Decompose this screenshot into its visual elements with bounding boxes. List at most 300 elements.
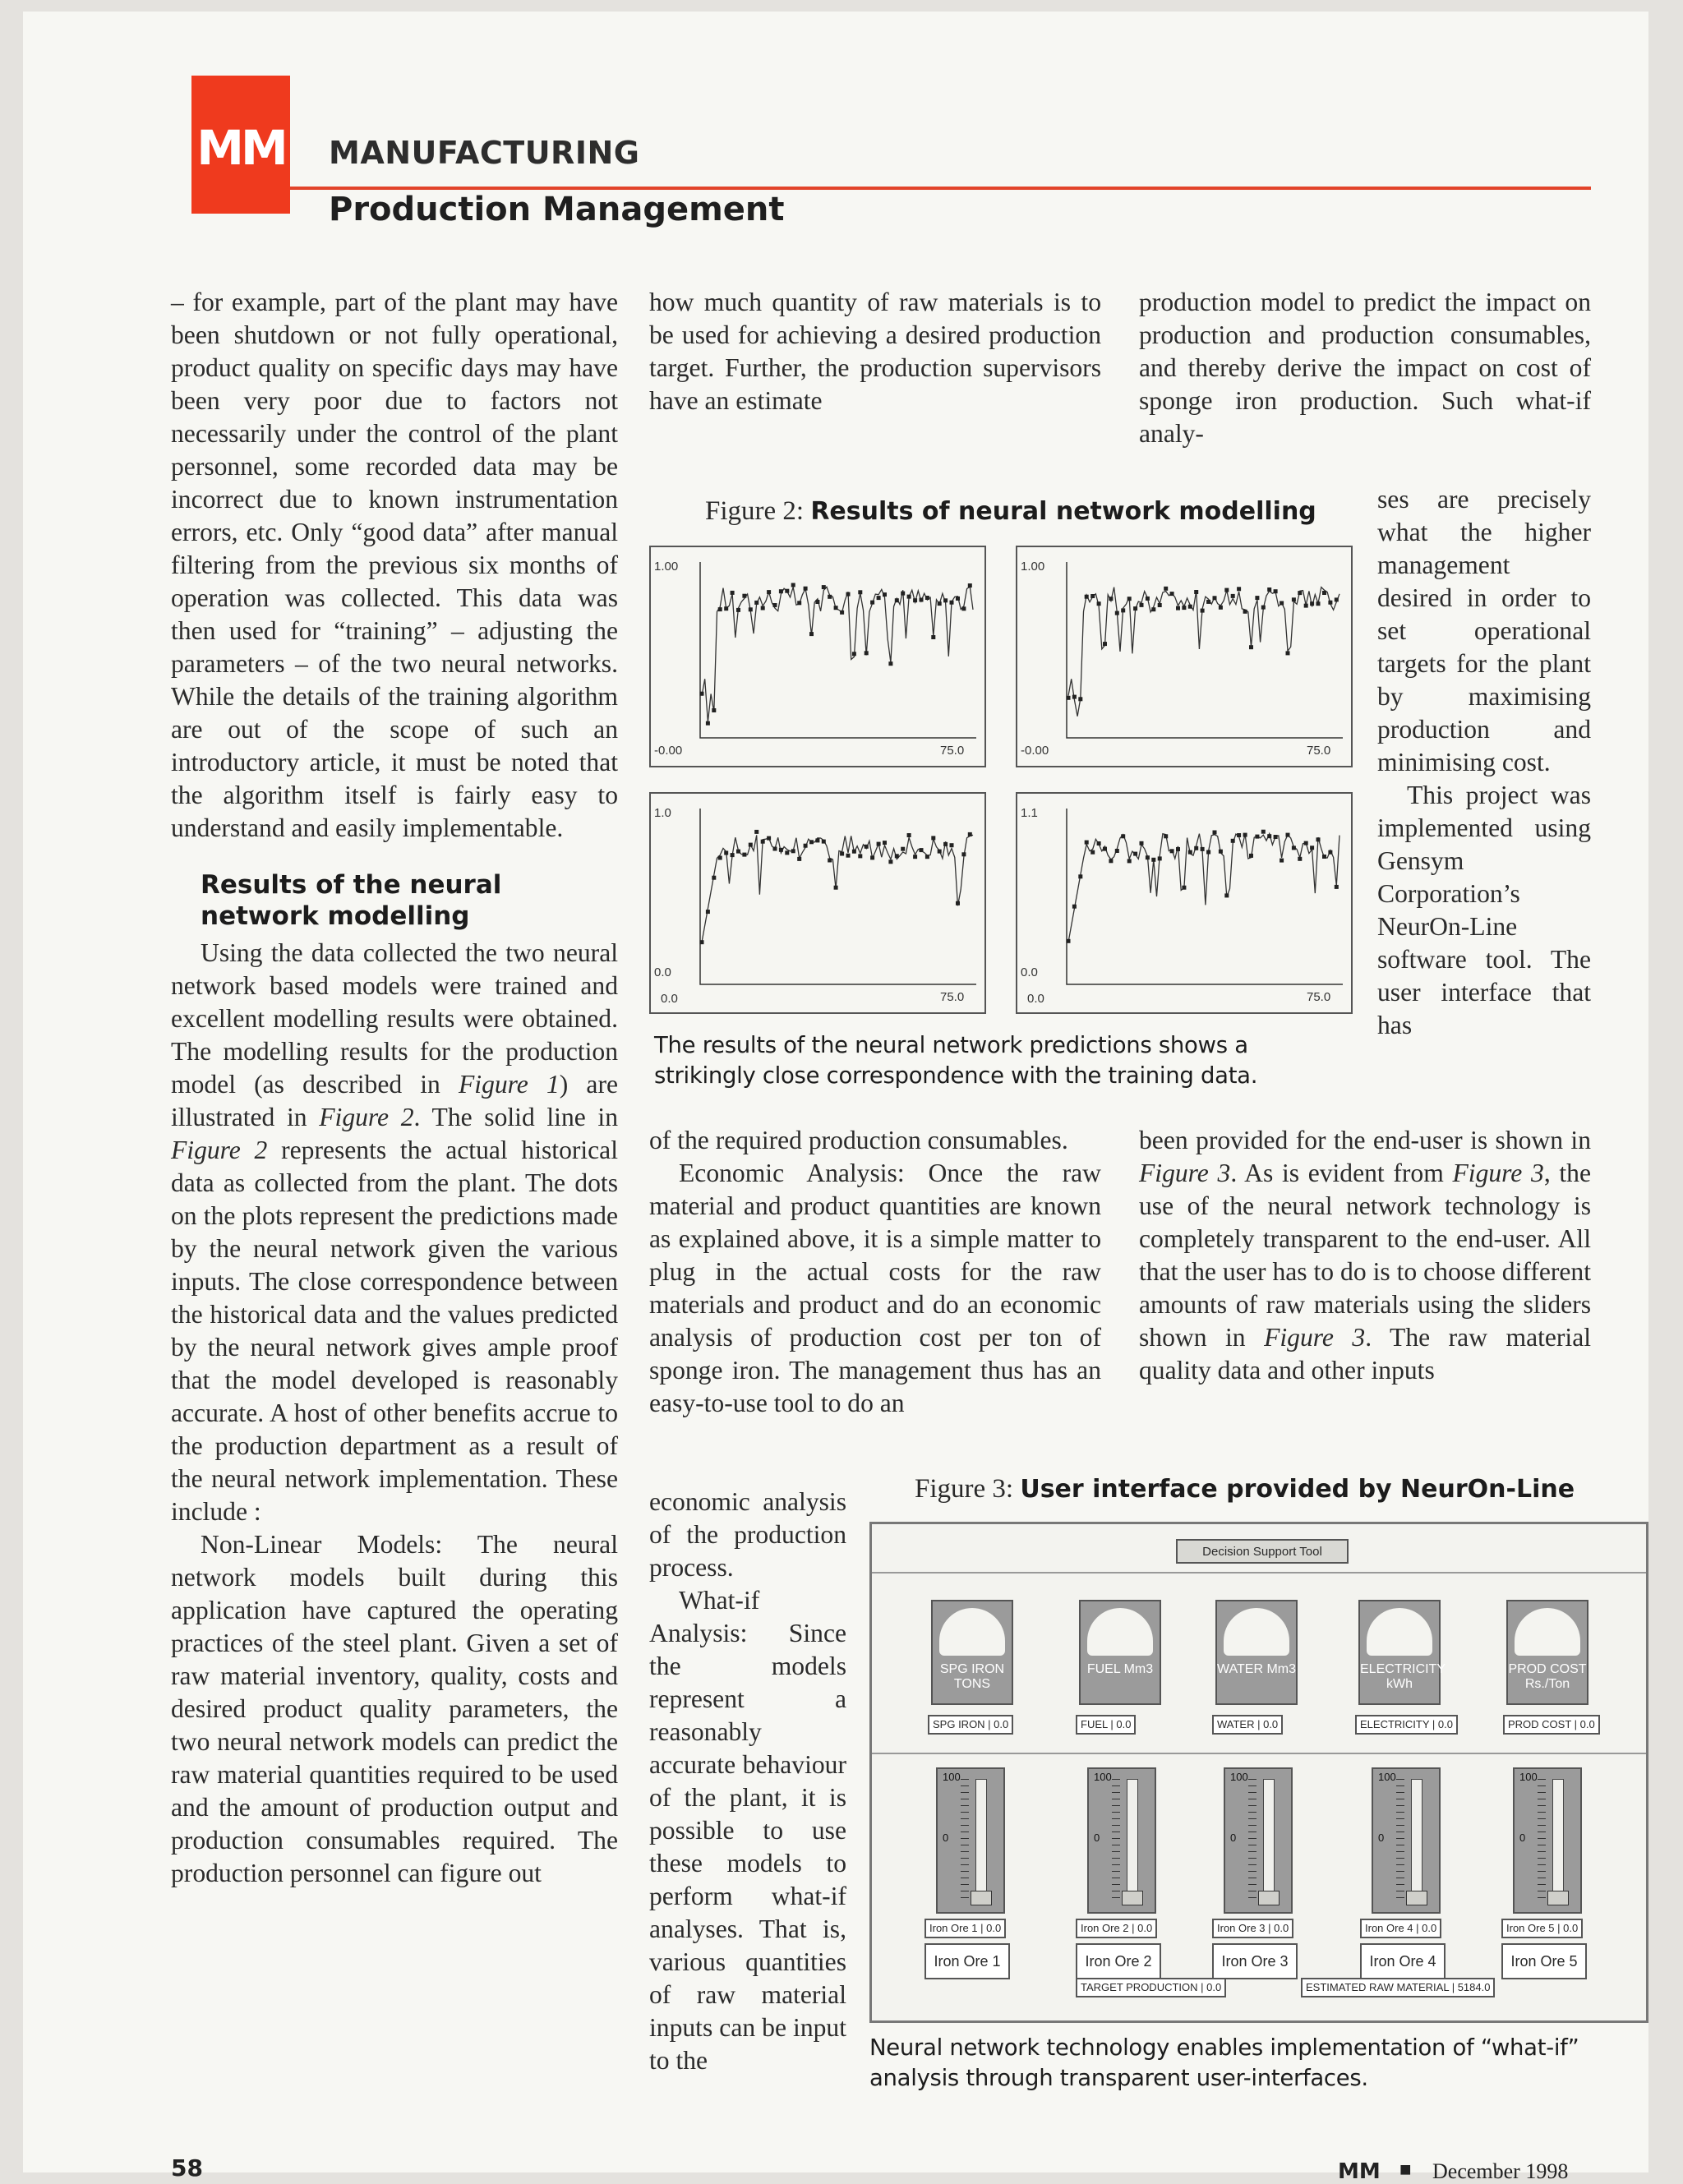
prediction-point: [1213, 596, 1217, 600]
prediction-point: [925, 855, 929, 859]
prediction-point: [895, 598, 899, 602]
prediction-point: [1267, 834, 1271, 838]
meter-gauge: [1358, 1600, 1446, 1705]
slider-min-label: 0: [1230, 1832, 1237, 1844]
column-3-top: [1139, 286, 1591, 450]
ore-name-box: Iron Ore 1: [924, 1943, 1010, 1979]
gauge-dial: [1224, 1608, 1289, 1656]
prediction-point: [870, 601, 874, 605]
gauge-dial: [1087, 1608, 1153, 1656]
col3-paragraph-3: This project was implemented using Gensym Corporation’s NeurOn-Line software tool. The user interface that has: [1377, 781, 1591, 1039]
prediction-point: [1188, 850, 1192, 855]
chart-axes: [1067, 562, 1343, 738]
prediction-point: [1255, 835, 1259, 839]
gauge-label: WATER Mm3: [1217, 1662, 1296, 1676]
prediction-point: [718, 607, 722, 611]
prediction-point: [1298, 591, 1302, 595]
prediction-point: [828, 595, 832, 599]
prediction-point: [1286, 651, 1290, 655]
prediction-point: [1182, 606, 1186, 610]
prediction-point: [815, 600, 819, 604]
col2-paragraph-3: Economic Analysis: Once the raw material and product quantities are known as explained above, it is a simple matter to plug in the actual costs for the raw materials and product and do an economic analysis of production cost per ton of sponge iron. The management thus has an easy-to-use tool to do an: [649, 1159, 1101, 1417]
slider-track[interactable]: [1127, 1779, 1138, 1904]
slider-thumb[interactable]: [971, 1891, 992, 1905]
prediction-point: [754, 830, 759, 834]
prediction-point: [1078, 697, 1082, 701]
prediction-point: [767, 590, 771, 594]
prediction-point: [925, 596, 929, 600]
slider-min-label: 0: [943, 1832, 949, 1844]
prediction-point: [1133, 852, 1137, 856]
prediction-point: [1164, 587, 1168, 591]
prediction-point: [797, 857, 801, 861]
prediction-point: [779, 848, 783, 852]
prediction-point: [1067, 939, 1071, 943]
prediction-point: [858, 854, 862, 858]
prediction-point: [1115, 611, 1119, 615]
figure-2-caption: The results of the neural network predictions shows a strikingly close correspondence with the training data.: [654, 1032, 1258, 1089]
prediction-point: [1280, 859, 1284, 863]
prediction-point: [1182, 886, 1186, 890]
prediction-point: [731, 591, 735, 595]
gauge-dial: [1515, 1608, 1580, 1656]
slider-value-field[interactable]: Iron Ore 1 | 0.0: [924, 1919, 1006, 1938]
prediction-point: [1067, 696, 1071, 700]
prediction-point: [1151, 858, 1155, 862]
prediction-point: [883, 592, 887, 597]
estimated-raw-material-field[interactable]: ESTIMATED RAW MATERIAL | 5184.0: [1301, 1978, 1495, 1997]
prediction-point: [1224, 893, 1229, 897]
prediction-point: [950, 601, 954, 605]
prediction-point: [731, 853, 735, 857]
column-2-narrow: [649, 1486, 846, 2077]
prediction-point: [1261, 606, 1266, 610]
chart-panel: [649, 546, 986, 767]
figure-3-title: Figure 3: User interface provided by NeurOn-Line: [915, 1474, 1575, 1504]
prediction-point: [1274, 835, 1278, 839]
prediction-point: [1103, 847, 1107, 851]
prediction-point: [852, 850, 856, 854]
prediction-point: [791, 583, 795, 587]
gauge-value-field[interactable]: FUEL | 0.0: [1076, 1715, 1136, 1735]
prediction-point: [1328, 601, 1332, 605]
x-max-label: 75.0: [1307, 744, 1331, 758]
slider-track[interactable]: [1263, 1779, 1275, 1904]
prediction-point: [1201, 609, 1205, 613]
prediction-point: [840, 611, 844, 615]
decision-support-screenshot: [869, 1522, 1648, 2023]
prediction-point: [1292, 845, 1296, 850]
slider-track[interactable]: [975, 1779, 987, 1904]
prediction-point: [1255, 596, 1259, 600]
chart-panel: [1016, 546, 1353, 767]
prediction-point: [761, 606, 765, 611]
column-3-bottom: [1139, 1124, 1591, 1387]
prediction-point: [968, 583, 972, 587]
prediction-point: [877, 842, 881, 846]
target-production-field[interactable]: TARGET PRODUCTION | 0.0: [1076, 1978, 1226, 1997]
slider-max-label: 100: [1378, 1771, 1396, 1783]
prediction-point: [809, 840, 814, 844]
prediction-point: [1310, 601, 1314, 606]
prediction-point: [920, 848, 924, 852]
prediction-point: [1316, 837, 1321, 841]
slider-value-field[interactable]: Iron Ore 5 | 0.0: [1501, 1919, 1583, 1938]
slider-max-label: 100: [1230, 1771, 1248, 1783]
slider-track[interactable]: [1552, 1779, 1564, 1904]
gauge-value-field[interactable]: ELECTRICITY | 0.0: [1355, 1715, 1458, 1735]
prediction-point: [1109, 597, 1113, 601]
prediction-point: [920, 598, 924, 602]
prediction-point: [834, 606, 838, 610]
prediction-point: [1206, 600, 1210, 604]
prediction-point: [1249, 645, 1253, 649]
prediction-point: [742, 853, 746, 857]
prediction-point: [901, 847, 905, 851]
prediction-point: [791, 849, 795, 853]
gauge-label: PROD COST Rs./Ton: [1508, 1662, 1587, 1691]
prediction-point: [797, 601, 801, 605]
prediction-point: [1085, 595, 1089, 599]
prediction-point: [1103, 642, 1107, 646]
prediction-point: [1201, 847, 1205, 851]
prediction-point: [1267, 587, 1271, 592]
slider-thumb[interactable]: [1258, 1891, 1280, 1905]
prediction-point: [1176, 606, 1180, 611]
meter-gauge: [1215, 1600, 1298, 1705]
y-min-label: -0.00: [654, 744, 683, 758]
slider-ticks: [1538, 1779, 1546, 1902]
prediction-point: [834, 886, 838, 890]
prediction-point: [1158, 603, 1162, 607]
raw-material-slider[interactable]: [936, 1767, 1005, 1914]
prediction-point: [1090, 594, 1095, 598]
prediction-point: [706, 910, 710, 914]
prediction-point: [1078, 874, 1082, 878]
prediction-point: [1231, 594, 1235, 598]
footer-separator: ■: [1399, 2159, 1412, 2181]
gauge-dial: [939, 1608, 1005, 1656]
prediction-point: [961, 852, 966, 856]
prediction-point: [700, 940, 704, 944]
prediction-point: [809, 632, 814, 636]
prediction-point: [736, 850, 740, 854]
column-2-bottom: [649, 1124, 1101, 1420]
prediction-point: [1219, 850, 1223, 854]
prediction-point: [1176, 847, 1180, 851]
prediction-point: [956, 901, 960, 905]
prediction-point: [1072, 695, 1077, 699]
footer-magazine: MM: [1338, 2159, 1381, 2184]
prediction-point: [1127, 597, 1132, 601]
col3-paragraph-2: ses are precisely what the higher management desired in order to set operational targets for the plant by maximising production and minimising cost.: [1377, 485, 1591, 776]
prediction-point: [888, 859, 892, 864]
prediction-point: [1085, 841, 1089, 845]
prediction-point: [858, 590, 862, 594]
prediction-point: [1274, 589, 1278, 593]
raw-material-slider[interactable]: [1224, 1767, 1293, 1914]
column-3-narrow: [1377, 483, 1591, 1042]
ore-name-box: Iron Ore 3: [1212, 1943, 1298, 1979]
prediction-point: [895, 854, 899, 858]
prediction-point: [706, 721, 710, 726]
divider: [872, 1753, 1646, 1754]
prediction-point: [1121, 834, 1125, 838]
prediction-point: [749, 607, 753, 611]
prediction-point: [1298, 857, 1302, 861]
chart-plot: [1017, 547, 1351, 766]
ore-name-box: Iron Ore 4: [1360, 1943, 1446, 1979]
prediction-point: [754, 601, 759, 605]
prediction-point: [938, 601, 942, 606]
prediction-point: [1335, 597, 1339, 601]
meter-gauge: [1079, 1600, 1161, 1705]
chart-axes: [700, 809, 976, 984]
slider-thumb[interactable]: [1547, 1891, 1569, 1905]
prediction-point: [956, 597, 960, 601]
y-min-label: 0.0: [1021, 965, 1038, 979]
figure-3-ref: Figure 3: [1264, 1323, 1366, 1352]
prediction-point: [1316, 601, 1321, 606]
prediction-point: [938, 850, 942, 854]
prediction-point: [773, 603, 777, 607]
slider-max-label: 100: [1094, 1771, 1112, 1783]
prediction-point: [846, 592, 851, 597]
col2-paragraph-4: economic analysis of the production process.: [649, 1487, 846, 1582]
prediction-point: [724, 606, 728, 611]
prediction-point: [804, 587, 808, 591]
chart-axes: [700, 562, 976, 738]
column-2-top: [649, 286, 1101, 417]
raw-material-slider[interactable]: [1087, 1767, 1156, 1914]
col3-paragraph-1: production model to predict the impact on production and production consumables, and thereby derive the impact on cost of sponge iron production. Such what-if analy-: [1139, 288, 1591, 448]
prediction-point: [943, 842, 948, 846]
prediction-point: [712, 708, 716, 712]
prediction-point: [767, 836, 771, 841]
prediction-point: [1310, 845, 1314, 850]
prediction-point: [1335, 885, 1339, 889]
gauge-value-field[interactable]: WATER | 0.0: [1212, 1715, 1283, 1735]
prediction-point: [931, 635, 935, 639]
section-heading: Results of the neural network modelling: [201, 870, 502, 931]
prediction-point: [1151, 607, 1155, 611]
prediction-point: [950, 843, 954, 847]
slider-max-label: 100: [1519, 1771, 1538, 1783]
column-1: [171, 286, 618, 1890]
y-max-label: 1.00: [654, 560, 679, 574]
prediction-point: [1194, 846, 1198, 850]
prediction-point: [1219, 606, 1223, 610]
prediction-point: [883, 841, 887, 845]
prediction-point: [1133, 606, 1137, 611]
prediction-point: [1243, 833, 1247, 837]
slider-value-field[interactable]: Iron Ore 3 | 0.0: [1212, 1919, 1293, 1938]
prediction-point: [1194, 590, 1198, 594]
slider-min-label: 0: [1378, 1832, 1385, 1844]
gauge-dial: [1367, 1608, 1432, 1656]
prediction-point: [749, 843, 753, 847]
prediction-point: [1188, 605, 1192, 609]
prediction-point: [913, 855, 917, 859]
prediction-point: [865, 845, 869, 849]
prediction-point: [736, 608, 740, 612]
prediction-point: [828, 859, 832, 863]
prediction-point: [1158, 856, 1162, 860]
gauge-label: SPG IRON TONS: [939, 1662, 1005, 1691]
prediction-point: [724, 851, 728, 855]
divider: [872, 1572, 1646, 1573]
slider-ticks: [961, 1779, 969, 1902]
meter-gauge: [931, 1600, 1013, 1705]
slider-ticks: [1112, 1779, 1120, 1902]
slider-thumb[interactable]: [1122, 1891, 1143, 1905]
slider-value-field[interactable]: Iron Ore 4 | 0.0: [1360, 1919, 1441, 1938]
prediction-point: [1115, 849, 1119, 853]
col1-paragraph-3: Non-Linear Models: The neural network models built during this application have captured the operating practices of the steel plant. Given a set of raw material inventory, quality, costs and desired product quality parameters, the two neural network models can predict the raw material quantities required to be used and the amount of production output and production consumables required. The production personnel can figure out: [171, 1530, 618, 1887]
prediction-point: [1322, 591, 1326, 595]
chart-panel: [649, 792, 986, 1014]
prediction-point: [1249, 854, 1253, 858]
raw-material-slider[interactable]: [1372, 1767, 1441, 1914]
prediction-point: [1127, 859, 1132, 863]
prediction-point: [1224, 588, 1229, 592]
prediction-point: [712, 876, 716, 880]
y-min-label: 0.0: [654, 965, 671, 979]
gauge-label: ELECTRICITY kWh: [1360, 1662, 1446, 1691]
x-max-label: 75.0: [940, 744, 965, 758]
col2-paragraph-5: What-if Analysis: Since the models represent a reasonably accurate behaviour of the plant, it is possible to use these models to perform what-if analyses. That is, various quantities of raw material inputs can be input to the: [649, 1586, 846, 2075]
figure-1-ref: Figure 1: [459, 1070, 560, 1099]
prediction-point: [1146, 597, 1150, 601]
prediction-point: [779, 589, 783, 593]
prediction-point: [1072, 905, 1077, 909]
y-max-label: 1.00: [1021, 560, 1045, 574]
prediction-point: [907, 833, 911, 837]
prediction-point: [870, 855, 874, 859]
slider-ticks: [1396, 1779, 1404, 1902]
prediction-point: [761, 840, 765, 844]
prediction-point: [877, 596, 881, 600]
x-max-label: 75.0: [1307, 990, 1331, 1004]
y-max-label: 1.1: [1021, 806, 1038, 820]
prediction-point: [907, 595, 911, 599]
slider-max-label: 100: [943, 1771, 961, 1783]
prediction-point: [804, 844, 808, 848]
footer-date: December 1998: [1432, 2159, 1569, 2183]
chart-plot: [651, 794, 984, 1012]
prediction-point: [785, 850, 789, 855]
prediction-point: [1146, 855, 1150, 859]
slider-ticks: [1248, 1779, 1256, 1902]
prediction-point: [773, 847, 777, 851]
prediction-point: [822, 840, 826, 844]
figure-2-ref: Figure 2: [319, 1103, 414, 1131]
mm-logo: [191, 76, 290, 214]
series-line: [1068, 587, 1339, 716]
prediction-point: [1121, 608, 1125, 612]
prediction-point: [1304, 604, 1308, 608]
prediction-point: [1237, 833, 1241, 837]
prediction-point: [865, 651, 869, 655]
window-title: Decision Support Tool: [1176, 1539, 1349, 1564]
col1-paragraph-1: – for example, part of the plant may have been shutdown or not fully operational, product quality on specific days may have been very poor due to factors not necessarily under the control of the plant personnel, some recorded data may be incorrect due to known instrumentation errors, etc. Only “good data” after manual filtering from the previous six months of operation was collected. This data was then used for “training” – adjusting the parameters – of the two neural networks. While the details of the training algorithm are out of the scope of such an introductory article, it must be noted that the algorithm itself is fairly easy to understand and easily implementable.: [171, 288, 618, 842]
prediction-point: [785, 589, 789, 593]
prediction-point: [1140, 603, 1144, 607]
prediction-point: [1206, 850, 1210, 855]
prediction-point: [1237, 587, 1241, 591]
prediction-point: [1261, 830, 1266, 834]
prediction-point: [1140, 841, 1144, 845]
chart-plot: [1017, 794, 1351, 1012]
x-max-label: 75.0: [940, 990, 965, 1004]
slider-min-label: 0: [1094, 1832, 1100, 1844]
y-min-label: -0.00: [1021, 744, 1049, 758]
gauge-label: FUEL Mm3: [1086, 1662, 1154, 1676]
slider-track[interactable]: [1411, 1779, 1422, 1904]
raw-material-slider[interactable]: [1513, 1767, 1582, 1914]
header-rule: [290, 187, 1591, 190]
slider-value-field[interactable]: Iron Ore 2 | 0.0: [1076, 1919, 1157, 1938]
prediction-point: [1109, 859, 1113, 863]
prediction-point: [840, 852, 844, 856]
prediction-point: [1243, 610, 1247, 614]
prediction-point: [1328, 850, 1332, 855]
prediction-point: [901, 592, 905, 596]
prediction-point: [1304, 841, 1308, 845]
slider-thumb[interactable]: [1406, 1891, 1427, 1905]
prediction-point: [1280, 601, 1284, 606]
prediction-point: [742, 594, 746, 598]
prediction-point: [931, 836, 935, 840]
prediction-point: [1090, 850, 1095, 855]
col2-paragraph-1: how much quantity of raw materials is to be used for achieving a desired production target. Further, the production supervisors have an estimate: [649, 288, 1101, 415]
x-min-label: 0.0: [661, 992, 678, 1006]
chart-plot: [651, 547, 984, 766]
meter-gauge: [1506, 1600, 1588, 1705]
ore-name-box: Iron Ore 2: [1076, 1943, 1161, 1979]
prediction-point: [1097, 841, 1101, 845]
figure-3-ref: Figure 3: [1452, 1159, 1544, 1187]
prediction-point: [1292, 597, 1296, 601]
prediction-point: [913, 598, 917, 602]
prediction-point: [1097, 601, 1101, 606]
y-max-label: 1.0: [654, 806, 671, 820]
prediction-point: [968, 832, 972, 836]
logo-text: MM: [196, 120, 285, 176]
prediction-point: [1213, 831, 1217, 835]
prediction-point: [718, 856, 722, 860]
prediction-point: [852, 652, 856, 656]
prediction-point: [1170, 592, 1174, 596]
prediction-point: [961, 606, 966, 611]
col3-paragraph-4: been provided for the end-user is shown in Figure 3. As is evident from Figure 3, the use of the neural network technology is completely transparent to the end-user. All that the user has to do is to choose different amounts of raw materials using the sliders shown in Figure 3. The raw material quality data and other inputs: [1139, 1126, 1592, 1385]
x-min-label: 0.0: [1027, 992, 1044, 1006]
prediction-point: [1164, 834, 1168, 838]
prediction-point: [1286, 833, 1290, 837]
prediction-point: [700, 692, 704, 696]
prediction-point: [888, 661, 892, 666]
ore-name-box: Iron Ore 5: [1501, 1943, 1587, 1979]
gauge-value-field[interactable]: SPG IRON | 0.0: [928, 1715, 1013, 1735]
prediction-point: [846, 854, 851, 858]
gauge-value-field[interactable]: PROD COST | 0.0: [1503, 1715, 1600, 1735]
section-title: MANUFACTURING: [329, 135, 640, 171]
slider-min-label: 0: [1519, 1832, 1526, 1844]
prediction-point: [1231, 839, 1235, 843]
prediction-point: [943, 598, 948, 602]
magazine-page: [23, 12, 1648, 2184]
chart-panel: [1016, 792, 1353, 1014]
